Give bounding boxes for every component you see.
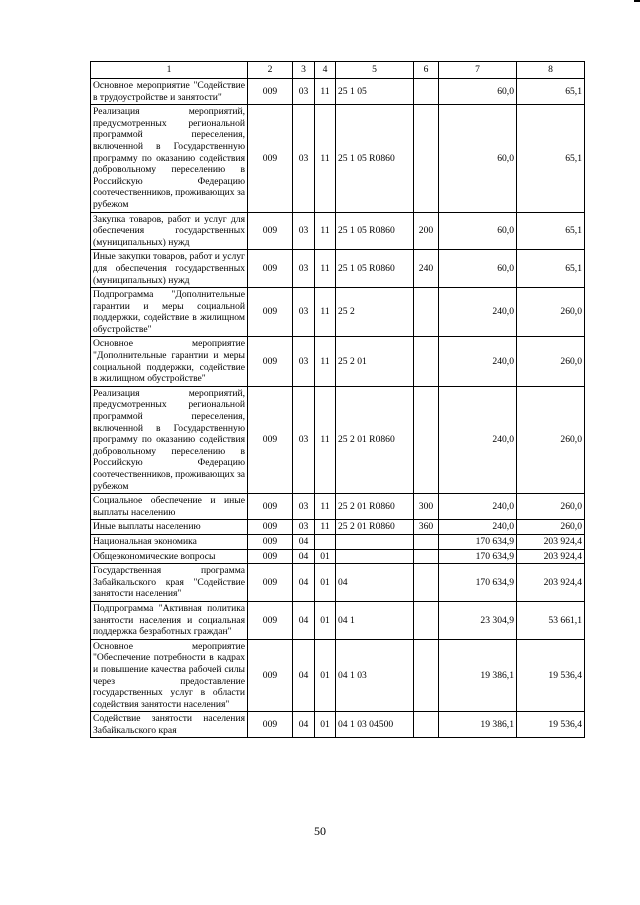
amount-year2-cell: 203 924,4 [517, 564, 585, 602]
expense-type-cell [414, 549, 439, 564]
col-header-6: 6 [414, 62, 439, 79]
expense-type-cell: 200 [414, 212, 439, 250]
expense-type-cell [414, 712, 439, 738]
col-header-2: 2 [248, 62, 293, 79]
table-row [91, 386, 585, 493]
table-row [91, 288, 585, 337]
subsection-code-cell: 01 [315, 601, 336, 639]
table-row [91, 250, 585, 288]
target-article-cell: 25 1 05 [336, 79, 414, 105]
amount-year2-cell: 260,0 [517, 520, 585, 535]
amount-year1-cell: 60,0 [439, 105, 517, 212]
grbs-code-cell: 009 [248, 534, 293, 549]
expense-type-cell: 300 [414, 494, 439, 520]
target-article-cell: 25 2 [336, 288, 414, 337]
subsection-code-cell: 11 [315, 79, 336, 105]
subsection-code-cell: 01 [315, 549, 336, 564]
grbs-code-cell: 009 [248, 712, 293, 738]
grbs-code-cell: 009 [248, 564, 293, 602]
amount-year1-cell: 240,0 [439, 337, 517, 386]
table-row [91, 79, 585, 105]
row-name-cell: Реализация мероприятий, предусмотренных региональной программой переселения, включенной в Государственную программу по оказанию содействия добровольному переселению в Российскую Федерацию соотечественников, проживающих за рубежом [91, 386, 248, 493]
row-name-cell: Основное мероприятие "Дополнительные гарантии и меры социальной поддержки, содействие в жилищном обустройстве" [91, 337, 248, 386]
grbs-code-cell: 009 [248, 549, 293, 564]
table-row [91, 639, 585, 712]
target-article-cell: 25 2 01 R0860 [336, 386, 414, 493]
grbs-code-cell: 009 [248, 386, 293, 493]
table-row [91, 712, 585, 738]
page-number: 50 [314, 824, 326, 838]
subsection-code-cell: 11 [315, 288, 336, 337]
amount-year1-cell: 240,0 [439, 520, 517, 535]
row-name-cell: Социальное обеспечение и иные выплаты населению [91, 494, 248, 520]
expense-type-cell [414, 386, 439, 493]
expense-type-cell [414, 79, 439, 105]
row-name-cell: Национальная экономика [91, 534, 248, 549]
expense-type-cell [414, 639, 439, 712]
expense-type-cell [414, 601, 439, 639]
expense-type-cell: 360 [414, 520, 439, 535]
target-article-cell: 25 1 05 R0860 [336, 250, 414, 288]
amount-year1-cell: 60,0 [439, 212, 517, 250]
target-article-cell [336, 549, 414, 564]
amount-year1-cell: 240,0 [439, 288, 517, 337]
grbs-code-cell: 009 [248, 105, 293, 212]
row-name-cell: Закупка товаров, работ и услуг для обеспечения государственных (муниципальных) нужд [91, 212, 248, 250]
amount-year2-cell: 260,0 [517, 386, 585, 493]
row-name-cell: Основное мероприятие "Содействие в трудоустройстве и занятости" [91, 79, 248, 105]
grbs-code-cell: 009 [248, 250, 293, 288]
subsection-code-cell: 11 [315, 212, 336, 250]
row-name-cell: Иные выплаты населению [91, 520, 248, 535]
expense-type-cell: 240 [414, 250, 439, 288]
amount-year1-cell: 170 634,9 [439, 549, 517, 564]
subsection-code-cell: 11 [315, 250, 336, 288]
target-article-cell: 04 1 03 [336, 639, 414, 712]
row-name-cell: Содействие занятости населения Забайкальского края [91, 712, 248, 738]
scan-corner-mark [634, 0, 640, 2]
budget-table-body [91, 79, 585, 738]
subsection-code-cell: 11 [315, 386, 336, 493]
section-code-cell: 03 [293, 494, 315, 520]
grbs-code-cell: 009 [248, 494, 293, 520]
table-row [91, 534, 585, 549]
grbs-code-cell: 009 [248, 639, 293, 712]
section-code-cell: 04 [293, 549, 315, 564]
subsection-code-cell: 01 [315, 639, 336, 712]
section-code-cell: 04 [293, 534, 315, 549]
target-article-cell: 04 1 03 04500 [336, 712, 414, 738]
amount-year1-cell: 240,0 [439, 494, 517, 520]
row-name-cell: Подпрограмма "Активная политика занятости населения и социальная поддержка безработных граждан" [91, 601, 248, 639]
row-name-cell: Иные закупки товаров, работ и услуг для обеспечения государственных (муниципальных) нужд [91, 250, 248, 288]
table-row [91, 520, 585, 535]
col-header-3: 3 [293, 62, 315, 79]
subsection-code-cell: 11 [315, 494, 336, 520]
section-code-cell: 03 [293, 212, 315, 250]
section-code-cell: 03 [293, 520, 315, 535]
amount-year2-cell: 65,1 [517, 105, 585, 212]
table-row [91, 549, 585, 564]
grbs-code-cell: 009 [248, 79, 293, 105]
expense-type-cell [414, 564, 439, 602]
col-header-5: 5 [336, 62, 414, 79]
target-article-cell: 04 [336, 564, 414, 602]
row-name-cell: Государственная программа Забайкальского края "Содействие занятости населения" [91, 564, 248, 602]
expense-type-cell [414, 534, 439, 549]
amount-year2-cell: 53 661,1 [517, 601, 585, 639]
grbs-code-cell: 009 [248, 601, 293, 639]
grbs-code-cell: 009 [248, 212, 293, 250]
expense-type-cell [414, 337, 439, 386]
amount-year2-cell: 65,1 [517, 250, 585, 288]
amount-year1-cell: 240,0 [439, 386, 517, 493]
amount-year1-cell: 170 634,9 [439, 534, 517, 549]
amount-year1-cell: 19 386,1 [439, 639, 517, 712]
amount-year2-cell: 19 536,4 [517, 712, 585, 738]
table-row [91, 105, 585, 212]
amount-year2-cell: 203 924,4 [517, 534, 585, 549]
amount-year2-cell: 65,1 [517, 212, 585, 250]
target-article-cell [336, 534, 414, 549]
grbs-code-cell: 009 [248, 520, 293, 535]
section-code-cell: 03 [293, 250, 315, 288]
budget-table [90, 61, 585, 738]
row-name-cell: Подпрограмма "Дополнительные гарантии и меры социальной поддержки, содействие в жилищном обустройстве" [91, 288, 248, 337]
subsection-code-cell: 01 [315, 564, 336, 602]
section-code-cell: 03 [293, 105, 315, 212]
amount-year2-cell: 19 536,4 [517, 639, 585, 712]
col-header-1: 1 [91, 62, 248, 79]
header-row [91, 62, 585, 79]
amount-year1-cell: 60,0 [439, 250, 517, 288]
target-article-cell: 25 2 01 R0860 [336, 494, 414, 520]
subsection-code-cell: 11 [315, 105, 336, 212]
table-row [91, 564, 585, 602]
amount-year2-cell: 260,0 [517, 288, 585, 337]
section-code-cell: 03 [293, 337, 315, 386]
amount-year2-cell: 260,0 [517, 494, 585, 520]
amount-year1-cell: 170 634,9 [439, 564, 517, 602]
section-code-cell: 04 [293, 601, 315, 639]
col-header-4: 4 [315, 62, 336, 79]
target-article-cell: 04 1 [336, 601, 414, 639]
col-header-7: 7 [439, 62, 517, 79]
subsection-code-cell: 11 [315, 520, 336, 535]
amount-year1-cell: 60,0 [439, 79, 517, 105]
table-row [91, 212, 585, 250]
row-name-cell: Основное мероприятие "Обеспечение потребности в кадрах и повышение качества рабочей силы через предоставление государственных услуг в области содействия занятости населения" [91, 639, 248, 712]
expense-type-cell [414, 105, 439, 212]
table-row [91, 337, 585, 386]
grbs-code-cell: 009 [248, 288, 293, 337]
col-header-8: 8 [517, 62, 585, 79]
target-article-cell: 25 1 05 R0860 [336, 212, 414, 250]
subsection-code-cell [315, 534, 336, 549]
row-name-cell: Общеэкономические вопросы [91, 549, 248, 564]
grbs-code-cell: 009 [248, 337, 293, 386]
amount-year2-cell: 65,1 [517, 79, 585, 105]
table-row [91, 494, 585, 520]
target-article-cell: 25 2 01 [336, 337, 414, 386]
section-code-cell: 04 [293, 564, 315, 602]
amount-year2-cell: 203 924,4 [517, 549, 585, 564]
section-code-cell: 04 [293, 639, 315, 712]
table-row [91, 601, 585, 639]
amount-year2-cell: 260,0 [517, 337, 585, 386]
section-code-cell: 03 [293, 288, 315, 337]
amount-year1-cell: 23 304,9 [439, 601, 517, 639]
amount-year1-cell: 19 386,1 [439, 712, 517, 738]
target-article-cell: 25 2 01 R0860 [336, 520, 414, 535]
section-code-cell: 03 [293, 79, 315, 105]
target-article-cell: 25 1 05 R0860 [336, 105, 414, 212]
expense-type-cell [414, 288, 439, 337]
subsection-code-cell: 11 [315, 337, 336, 386]
subsection-code-cell: 01 [315, 712, 336, 738]
section-code-cell: 04 [293, 712, 315, 738]
row-name-cell: Реализация мероприятий, предусмотренных региональной программой переселения, включенной в Государственную программу по оказанию содействия добровольному переселению в Российскую Федерацию соотечественников, проживающих за рубежом [91, 105, 248, 212]
section-code-cell: 03 [293, 386, 315, 493]
